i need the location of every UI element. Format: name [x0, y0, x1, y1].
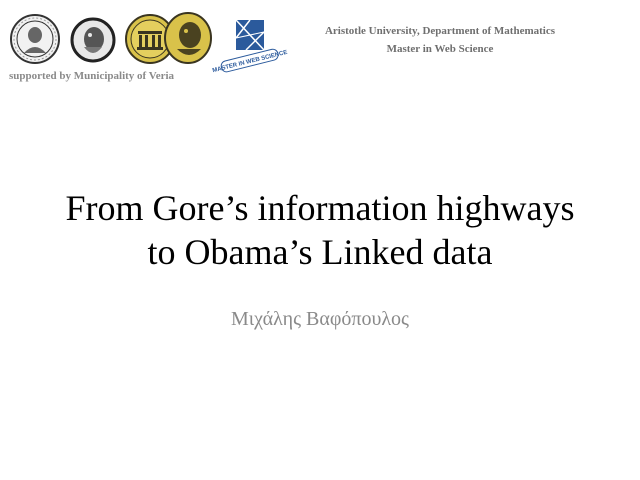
- slide-title-line-1: From Gore’s information highways: [65, 188, 575, 228]
- affiliation-block: [290, 22, 590, 58]
- supported-by-text: supported by Municipality of Veria: [9, 70, 175, 82]
- university-seal-logo: [9, 13, 61, 65]
- author-name: Μιχάλης Βαφόπουλος: [231, 308, 409, 330]
- affiliation-line-master: Master in Web Science: [386, 43, 494, 55]
- master-in-web-science-logo: [211, 18, 289, 75]
- affiliation-line-university: Aristotle University, Department of Mathematics: [324, 25, 556, 37]
- logo-caption: MASTER IN WEB SCIENCE: [211, 49, 289, 75]
- philosopher-coin-logo: [70, 17, 116, 63]
- slide-title-line-2: to Obama’s Linked data: [147, 232, 493, 272]
- head-coin-logo: [163, 11, 213, 65]
- slide-title: [30, 186, 610, 274]
